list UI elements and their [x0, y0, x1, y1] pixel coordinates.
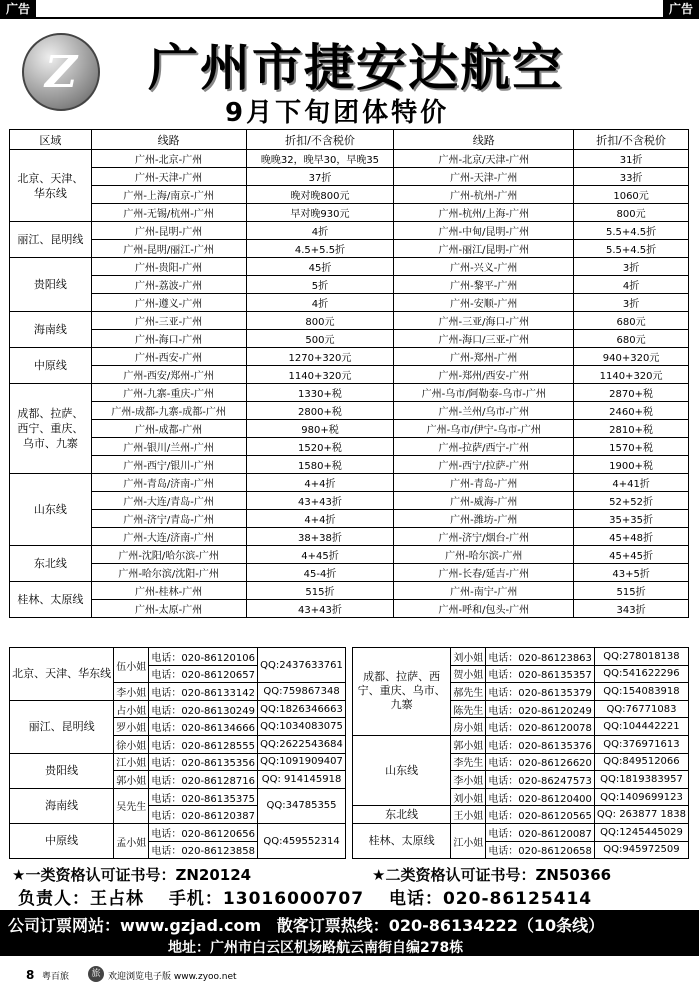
route-cell: 广州-哈尔滨-广州	[394, 546, 574, 564]
route-cell: 广州-杭州-广州	[394, 186, 574, 204]
route-cell: 广州-北京-广州	[91, 150, 246, 168]
route-cell: 广州-西安-广州	[91, 348, 246, 366]
price-cell: 1900+税	[574, 456, 689, 474]
footer-website[interactable]: 欢迎浏览电子版 www.zyoo.net	[108, 972, 237, 982]
region-cell: 海南线	[10, 312, 92, 348]
price-cell: 1140+320元	[574, 366, 689, 384]
contact-name: 江小姐	[114, 753, 149, 771]
price-cell: 3折	[574, 258, 689, 276]
price-cell: 800元	[574, 204, 689, 222]
contact-phone[interactable]: 电话：020-86120658	[486, 841, 595, 859]
table-row	[10, 366, 689, 384]
header-price-2: 折扣/不含税价	[574, 130, 689, 150]
table-row	[10, 546, 689, 564]
route-cell: 广州-天津-广州	[91, 168, 246, 186]
contact-phone[interactable]: 电话：020-86135375	[149, 788, 258, 806]
region-cell: 山东线	[10, 474, 92, 546]
table-row	[10, 168, 689, 186]
contact-phone[interactable]: 电话：020-86120249	[486, 700, 595, 718]
route-cell: 广州-西安/郑州-广州	[91, 366, 246, 384]
promo-subtitle: 9月下旬团体特价	[225, 98, 450, 128]
price-cell: 343折	[574, 600, 689, 618]
price-table-header	[10, 130, 689, 150]
contact-name: 郭小姐	[451, 735, 486, 753]
company-title: 广州市捷安达航空	[148, 39, 564, 97]
price-cell: 31折	[574, 150, 689, 168]
table-row	[10, 222, 689, 240]
contact-phone[interactable]: 电话：020-86135356	[149, 753, 258, 771]
price-cell: 3折	[574, 294, 689, 312]
table-row	[10, 420, 689, 438]
route-cell: 广州-青岛/济南-广州	[91, 474, 246, 492]
price-cell: 4+45折	[246, 546, 394, 564]
license-class-2: ★二类资格认可证书号：ZN50366	[372, 866, 612, 884]
table-row	[10, 582, 689, 600]
route-cell: 广州-无锡/杭州-广州	[91, 204, 246, 222]
contact-name: 刘小姐	[451, 788, 486, 806]
price-cell: 1520+税	[246, 438, 394, 456]
contact-qq[interactable]: QQ:1245445029	[594, 823, 688, 841]
contact-qq[interactable]: QQ:2437633761	[258, 648, 346, 683]
page-footer	[0, 964, 699, 986]
table-row	[10, 402, 689, 420]
table-row	[10, 240, 689, 258]
contact-name: 郝先生	[451, 683, 486, 701]
contact-phone[interactable]: 电话：020-86120087	[486, 823, 595, 841]
page-number: 8	[26, 968, 35, 982]
contact-name: 贺小姐	[451, 665, 486, 683]
price-cell: 1580+税	[246, 456, 394, 474]
route-cell: 广州-昆明/丽江-广州	[91, 240, 246, 258]
route-cell: 广州-长春/延吉-广州	[394, 564, 574, 582]
price-cell: 4折	[246, 294, 394, 312]
website-label[interactable]: 公司订票网站：www.gzjad.com	[8, 916, 262, 935]
contact-row	[10, 648, 346, 666]
route-cell: 广州-哈尔滨/沈阳-广州	[91, 564, 246, 582]
price-cell: 52+52折	[574, 492, 689, 510]
route-cell: 广州-海口/三亚-广州	[394, 330, 574, 348]
contact-name: 占小姐	[114, 700, 149, 718]
manager-mobile: 手机：13016000707	[168, 889, 365, 909]
table-row	[10, 456, 689, 474]
price-cell: 2460+税	[574, 402, 689, 420]
contact-qq[interactable]: QQ:849512066	[594, 753, 688, 771]
route-cell: 广州-成都-九寨-成都-广州	[91, 402, 246, 420]
contact-row	[353, 648, 689, 666]
contacts-table-right	[352, 647, 689, 859]
price-cell: 940+320元	[574, 348, 689, 366]
contact-phone[interactable]: 电话：020-86128716	[149, 771, 258, 789]
price-cell: 早对晚930元	[246, 204, 394, 222]
contact-row	[10, 788, 346, 806]
price-cell: 35+35折	[574, 510, 689, 528]
contact-qq[interactable]: QQ: 914145918	[258, 771, 346, 789]
contact-name: 李先生	[451, 753, 486, 771]
publication-name: 粤百旅	[42, 972, 70, 982]
price-cell: 4+4折	[246, 474, 394, 492]
route-cell: 广州-兴义-广州	[394, 258, 574, 276]
price-cell: 43+5折	[574, 564, 689, 582]
region-cell: 贵阳线	[10, 258, 92, 312]
contact-qq[interactable]: QQ:759867348	[258, 683, 346, 701]
route-cell: 广州-昆明-广州	[91, 222, 246, 240]
header-route: 线路	[91, 130, 246, 150]
contact-phone[interactable]: 电话：020-86123858	[149, 841, 258, 859]
table-row	[10, 330, 689, 348]
contact-phone[interactable]: 电话：020-86126620	[486, 753, 595, 771]
route-cell: 广州-大连/青岛-广州	[91, 492, 246, 510]
route-cell: 广州-杭州/上海-广州	[394, 204, 574, 222]
price-cell: 4.5+5.5折	[246, 240, 394, 258]
route-cell: 广州-成都-广州	[91, 420, 246, 438]
route-cell: 广州-潍坊-广州	[394, 510, 574, 528]
table-row	[10, 186, 689, 204]
contact-name: 吴先生	[114, 788, 149, 823]
route-cell: 广州-乌市/阿勒泰-乌市-广州	[394, 384, 574, 402]
contact-region: 海南线	[10, 788, 114, 823]
contact-qq[interactable]: QQ:104442221	[594, 718, 688, 736]
route-cell: 广州-天津-广州	[394, 168, 574, 186]
booking-banner	[0, 910, 699, 956]
route-cell: 广州-海口-广州	[91, 330, 246, 348]
price-cell: 1060元	[574, 186, 689, 204]
contact-phone[interactable]: 电话：020-86135379	[486, 683, 595, 701]
price-cell: 45-4折	[246, 564, 394, 582]
top-divider	[0, 17, 699, 19]
price-cell: 45折	[246, 258, 394, 276]
contact-phone[interactable]: 电话：020-86130249	[149, 700, 258, 718]
route-cell: 广州-贵阳-广州	[91, 258, 246, 276]
route-cell: 广州-郑州-广州	[394, 348, 574, 366]
route-cell: 广州-济宁/青岛-广州	[91, 510, 246, 528]
contact-name: 孟小姐	[114, 823, 149, 858]
price-cell: 5.5+4.5折	[574, 222, 689, 240]
route-cell: 广州-遵义-广州	[91, 294, 246, 312]
contact-qq[interactable]: QQ:376971613	[594, 735, 688, 753]
route-cell: 广州-大连/济南-广州	[91, 528, 246, 546]
manager-name: 负责人：王占林	[18, 889, 144, 909]
manager-contact-line	[18, 884, 610, 909]
table-row	[10, 510, 689, 528]
contact-name: 罗小姐	[114, 718, 149, 736]
route-cell: 广州-沈阳/哈尔滨-广州	[91, 546, 246, 564]
price-cell: 4+41折	[574, 474, 689, 492]
contact-phone[interactable]: 电话：020-86247573	[486, 771, 595, 789]
route-cell: 广州-北京/天津-广州	[394, 150, 574, 168]
route-cell: 广州-黎平-广州	[394, 276, 574, 294]
contact-qq[interactable]: QQ:945972509	[594, 841, 688, 859]
contact-qq[interactable]: QQ:1826346663	[258, 700, 346, 718]
route-cell: 广州-上海/南京-广州	[91, 186, 246, 204]
ad-tag-left: 广告	[0, 0, 36, 18]
route-cell: 广州-呼和/包头-广州	[394, 600, 574, 618]
company-address: 地址：广州市白云区机场路航云南街自编278栋	[168, 940, 464, 956]
contact-qq[interactable]: QQ: 263877 1838	[594, 806, 688, 824]
header-route-2: 线路	[394, 130, 574, 150]
price-cell: 晚晚32，晚早30，早晚35	[246, 150, 394, 168]
table-row	[10, 204, 689, 222]
route-cell: 广州-南宁-广州	[394, 582, 574, 600]
contact-row	[10, 823, 346, 841]
contact-phone[interactable]: 电话：020-86128555	[149, 735, 258, 753]
route-cell: 广州-济宁/烟台-广州	[394, 528, 574, 546]
contact-qq[interactable]: QQ:541622296	[594, 665, 688, 683]
contact-qq[interactable]: QQ:1409699123	[594, 788, 688, 806]
route-cell: 广州-安顺-广州	[394, 294, 574, 312]
table-row	[10, 150, 689, 168]
route-cell: 广州-三亚/海口-广州	[394, 312, 574, 330]
contact-qq[interactable]: QQ:34785355	[258, 788, 346, 823]
header-price: 折扣/不含税价	[246, 130, 394, 150]
table-row	[10, 294, 689, 312]
contact-name: 房小姐	[451, 718, 486, 736]
price-cell: 2810+税	[574, 420, 689, 438]
price-cell: 4+4折	[246, 510, 394, 528]
table-row	[10, 474, 689, 492]
region-cell: 丽江、昆明线	[10, 222, 92, 258]
contact-phone[interactable]: 电话：020-86123863	[486, 648, 595, 666]
table-row	[10, 348, 689, 366]
price-cell: 4折	[246, 222, 394, 240]
price-cell: 500元	[246, 330, 394, 348]
contact-phone[interactable]: 电话：020-86133142	[149, 683, 258, 701]
contact-region: 东北线	[353, 806, 451, 824]
price-cell: 43+43折	[246, 492, 394, 510]
price-cell: 1570+税	[574, 438, 689, 456]
contact-region: 桂林、太原线	[353, 823, 451, 858]
contact-phone[interactable]: 电话：020-86134666	[149, 718, 258, 736]
table-row	[10, 384, 689, 402]
route-cell: 广州-乌市/伊宁-乌市-广州	[394, 420, 574, 438]
price-cell: 45+45折	[574, 546, 689, 564]
contact-region: 山东线	[353, 735, 451, 805]
price-cell: 515折	[246, 582, 394, 600]
contact-qq[interactable]: QQ:1091909407	[258, 753, 346, 771]
price-cell: 43+43折	[246, 600, 394, 618]
table-row	[10, 276, 689, 294]
price-cell: 980+税	[246, 420, 394, 438]
route-cell: 广州-九寨-重庆-广州	[91, 384, 246, 402]
contact-name: 王小姐	[451, 806, 486, 824]
price-cell: 680元	[574, 312, 689, 330]
contact-phone[interactable]: 电话：020-86120078	[486, 718, 595, 736]
region-cell: 中原线	[10, 348, 92, 384]
office-phone: 电话：020-86125414	[388, 889, 593, 909]
contacts-table-left	[9, 647, 346, 859]
price-cell: 1140+320元	[246, 366, 394, 384]
route-cell: 广州-拉萨/西宁-广州	[394, 438, 574, 456]
price-cell: 680元	[574, 330, 689, 348]
table-row	[10, 528, 689, 546]
route-cell: 广州-荔波-广州	[91, 276, 246, 294]
table-row	[10, 492, 689, 510]
price-cell: 5折	[246, 276, 394, 294]
price-cell: 1270+320元	[246, 348, 394, 366]
contact-qq[interactable]: QQ:278018138	[594, 648, 688, 666]
route-cell: 广州-太原-广州	[91, 600, 246, 618]
contact-phone[interactable]: 电话：020-86120387	[149, 806, 258, 824]
hotline-label: 散客订票热线：020-86134222（10条线）	[276, 916, 605, 935]
contact-phone[interactable]: 电话：020-86120657	[149, 665, 258, 683]
route-cell: 广州-西宁/拉萨-广州	[394, 456, 574, 474]
price-cell: 2800+税	[246, 402, 394, 420]
contact-qq[interactable]: QQ:76771083	[594, 700, 688, 718]
contact-phone[interactable]: 电话：020-86135376	[486, 735, 595, 753]
contact-phone[interactable]: 电话：020-86120656	[149, 823, 258, 841]
route-cell: 广州-威海-广州	[394, 492, 574, 510]
header-region: 区域	[10, 130, 92, 150]
route-cell: 广州-兰州/乌市-广州	[394, 402, 574, 420]
region-cell: 成都、拉萨、西宁、重庆、乌市、九寨	[10, 384, 92, 474]
price-cell: 515折	[574, 582, 689, 600]
contact-row	[10, 753, 346, 771]
contact-region: 成都、拉萨、西宁、重庆、乌市、九寨	[353, 648, 451, 736]
contact-name: 刘小姐	[451, 648, 486, 666]
contact-name: 郭小姐	[114, 771, 149, 789]
price-cell: 2870+税	[574, 384, 689, 402]
region-cell: 东北线	[10, 546, 92, 582]
table-row	[10, 564, 689, 582]
contact-name: 徐小姐	[114, 735, 149, 753]
contact-region: 中原线	[10, 823, 114, 858]
license-class-1: ★一类资格认可证书号：ZN20124	[12, 866, 252, 884]
contact-name: 李小姐	[451, 771, 486, 789]
route-cell: 广州-青岛-广州	[394, 474, 574, 492]
contact-qq[interactable]: QQ:459552314	[258, 823, 346, 858]
route-cell: 广州-丽江/昆明-广州	[394, 240, 574, 258]
contact-phone[interactable]: 电话：020-86120400	[486, 788, 595, 806]
route-cell: 广州-中甸/昆明-广州	[394, 222, 574, 240]
price-cell: 33折	[574, 168, 689, 186]
route-cell: 广州-西宁/银川-广州	[91, 456, 246, 474]
route-cell: 广州-三亚-广州	[91, 312, 246, 330]
contact-name: 陈先生	[451, 700, 486, 718]
contact-phone[interactable]: 电话：020-86135357	[486, 665, 595, 683]
publication-logo: 旅	[88, 966, 104, 982]
table-row	[10, 438, 689, 456]
contact-region: 丽江、昆明线	[10, 700, 114, 753]
contact-row	[10, 700, 346, 718]
contact-phone[interactable]: 电话：020-86120565	[486, 806, 595, 824]
region-cell: 北京、天津、华东线	[10, 150, 92, 222]
contact-phone[interactable]: 电话：020-86120106	[149, 648, 258, 666]
price-table	[9, 129, 689, 618]
price-cell: 1330+税	[246, 384, 394, 402]
contact-region: 北京、天津、华东线	[10, 648, 114, 701]
contact-qq[interactable]: QQ:1034083075	[258, 718, 346, 736]
contact-name: 伍小姐	[114, 648, 149, 683]
table-row	[10, 258, 689, 276]
route-cell: 广州-银川/兰州-广州	[91, 438, 246, 456]
contact-region: 贵阳线	[10, 753, 114, 788]
price-cell: 45+48折	[574, 528, 689, 546]
price-cell: 4折	[574, 276, 689, 294]
contact-row	[353, 823, 689, 841]
region-cell: 桂林、太原线	[10, 582, 92, 618]
contact-qq[interactable]: QQ:2622543684	[258, 735, 346, 753]
ad-tag-right: 广告	[663, 0, 699, 18]
table-row	[10, 312, 689, 330]
contact-row	[353, 806, 689, 824]
contact-name: 李小姐	[114, 683, 149, 701]
route-cell: 广州-郑州/西安-广州	[394, 366, 574, 384]
logo-letter: Z	[44, 46, 78, 98]
price-cell: 晚对晚800元	[246, 186, 394, 204]
table-row	[10, 600, 689, 618]
contact-name: 江小姐	[451, 823, 486, 858]
contact-qq[interactable]: QQ:154083918	[594, 683, 688, 701]
contact-row	[353, 735, 689, 753]
price-cell: 38+38折	[246, 528, 394, 546]
contact-qq[interactable]: QQ:1819383957	[594, 771, 688, 789]
route-cell: 广州-桂林-广州	[91, 582, 246, 600]
company-logo	[22, 33, 100, 111]
price-cell: 800元	[246, 312, 394, 330]
price-cell: 37折	[246, 168, 394, 186]
price-cell: 5.5+4.5折	[574, 240, 689, 258]
